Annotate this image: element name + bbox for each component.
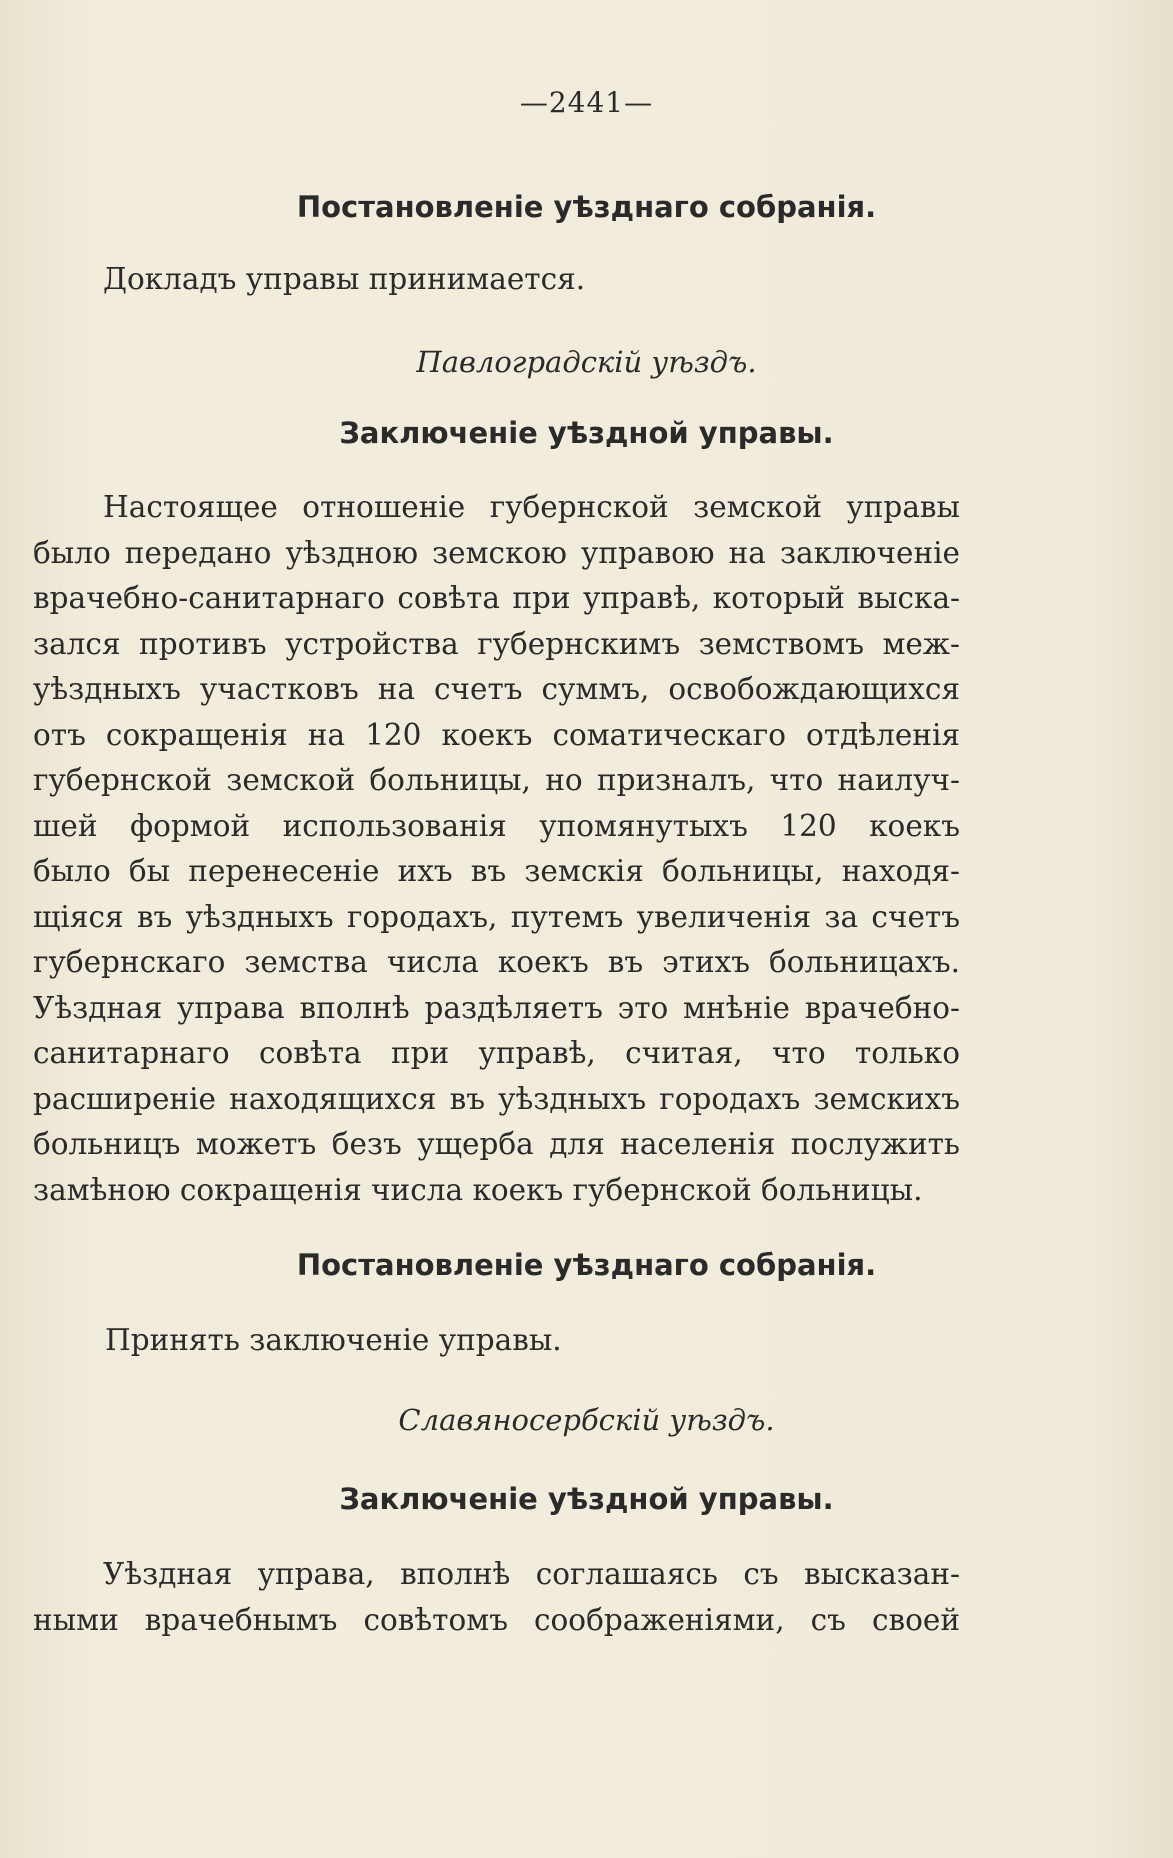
paragraph-line: щіяся въ уѣздныхъ городахъ, путемъ увеличенія за счетъ bbox=[33, 899, 960, 934]
paragraph-line: Уѣздная управа вполнѣ раздѣляетъ это мнѣніе врачебно- bbox=[33, 990, 960, 1025]
paragraph-line: замѣною сокращенія числа коекъ губернской больницы. bbox=[33, 1172, 923, 1207]
accept-conclusion-line: Принять заключеніе управы. bbox=[105, 1323, 562, 1357]
paragraph-line: ными врачебнымъ совѣтомъ соображеніями, съ своей bbox=[33, 1602, 960, 1637]
paragraph-line: губернской земской больницы, но призналъ, что наилуч- bbox=[33, 763, 960, 797]
paragraph-line: уѣздныхъ участковъ на счетъ суммъ, освобождающихся bbox=[33, 672, 960, 706]
paragraph-line: было бы перенесеніе ихъ въ земскія больницы, находя- bbox=[33, 854, 960, 888]
paragraph-line: было передано уѣздною земскою управою на заключеніе bbox=[33, 535, 960, 570]
report-accepted-line: Докладъ управы принимается. bbox=[103, 262, 586, 296]
paragraph-pavlograd bbox=[33, 485, 960, 1213]
district-heading-slavyanoserbsk: Славяносербскій уѣздъ. bbox=[398, 1403, 775, 1437]
resolution-heading-2: Постановленіе уѣзднаго собранія. bbox=[296, 1248, 877, 1282]
page-number: —2441— bbox=[519, 86, 654, 119]
paragraph-line: отъ сокращенія на 120 коекъ соматическаго отдѣленія bbox=[33, 717, 960, 752]
paragraph-line: шей формой использованія упомянутыхъ 120 коекъ bbox=[33, 808, 960, 843]
district-heading-pavlograd: Павлоградскій уѣздъ. bbox=[416, 345, 757, 379]
conclusion-heading-2: Заключеніе уѣздной управы. bbox=[339, 1482, 834, 1516]
resolution-heading-1: Постановленіе уѣзднаго собранія. bbox=[296, 190, 877, 224]
paragraph-line: санитарнаго совѣта при управѣ, считая, что только bbox=[33, 1036, 960, 1070]
paragraph-line: больницъ можетъ безъ ущерба для населенія послужить bbox=[33, 1127, 960, 1161]
paragraph-line: Уѣздная управа, вполнѣ соглашаясь съ высказан- bbox=[103, 1557, 960, 1591]
paragraph-line: расширеніе находящихся въ уѣздныхъ городахъ земскихъ bbox=[33, 1081, 960, 1116]
paragraph-line: Настоящее отношеніе губернской земской управы bbox=[103, 490, 960, 524]
conclusion-heading-1: Заключеніе уѣздной управы. bbox=[339, 416, 834, 450]
paragraph-line: врачебно-санитарнаго совѣта при управѣ, который выска- bbox=[33, 581, 960, 615]
paragraph-line: зался противъ устройства губернскимъ земствомъ меж- bbox=[33, 626, 960, 661]
paragraph-slavyanoserbsk bbox=[33, 1552, 960, 1643]
paragraph-line: губернскаго земства числа коекъ въ этихъ больницахъ. bbox=[33, 945, 960, 979]
